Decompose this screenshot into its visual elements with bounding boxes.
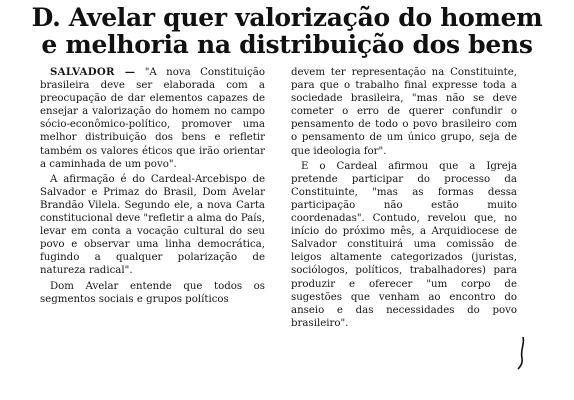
right-column: [291, 66, 517, 330]
paragraph-1: [40, 66, 265, 171]
paragraph-3: Dom Avelar entende que todos os segmentos sociais e grupos políticos: [40, 280, 265, 305]
headline: [0, 4, 574, 58]
end-mark-icon: [517, 336, 527, 370]
paragraph-5: E o Cardeal afirmou que a Igreja pretende participar do processo da Constituinte, "mas as formas dessa participação não estão muito coordenadas". Contudo, revelou que, no início do próximo mês, a Arquidiocese de Salvador constituirá uma comissão de leigos altamente categorizados (juristas, sociólogos, políticos, trabalhadores) para produzir e oferecer "um corpo de sugestões que venham ao encontro do anseio e das necessidades do povo brasileiro".: [291, 160, 517, 329]
headline-line-2: e melhoria na distribuição dos bens: [41, 30, 533, 59]
dateline: SALVADOR —: [50, 66, 136, 78]
headline-line-1: D. Avelar quer valorização do homem: [31, 3, 543, 32]
paragraph-2: A afirmação é do Cardeal-Arcebispo de Salvador e Primaz do Brasil, Dom Avelar Brandão Vilela. Segundo ele, a nova Carta constitucional deve "refletir a alma do País, levar em conta a vocação cultural do seu povo e observar uma linha democrática, fugindo a qualquer polarização de natureza radical".: [40, 173, 266, 277]
paragraph-1-text: "A nova Constituição brasileira deve ser elaborada com a preocupação de dar elementos capazes de ensejar a valorização do homem no campo sócio-econômico-político, promover uma melhor distribuição dos bens e refletir também os valores éticos que irão orientar a caminhada de um povo".: [40, 67, 265, 170]
left-column: [40, 66, 265, 306]
paragraph-4: devem ter representação na Constituinte, para que o trabalho final expresse toda a sociedade brasileira, "mas não se deve cometer o erro de querer confundir o pensamento de todo o povo brasileiro com o pensamento de um único grupo, seja de que ideologia for".: [291, 67, 517, 157]
